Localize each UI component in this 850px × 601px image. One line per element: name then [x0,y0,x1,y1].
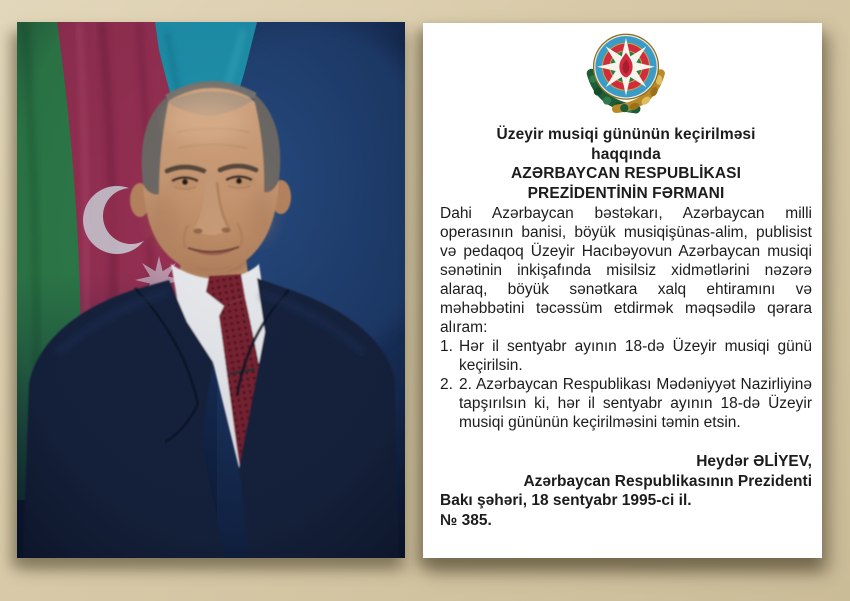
clause-text: 2. Azərbaycan Respublikası Mədəniyyət Nazirliyinə tapşırılsın ki, hər il sentyabr ayının 18-də Üzeyir musiqi gününün keçirilməsini təmin etsin. [459,376,812,431]
clause-number: 2. [440,376,453,393]
decree-document [423,23,822,558]
decree-heading [440,125,812,203]
clause-text: Hər il sentyabr ayının 18-də Üzeyir musiqi günü keçirilsin. [459,338,812,374]
decree-issuer-line1: AZƏRBAYCAN RESPUBLİKASI [510,165,741,182]
decree-clause-2 [440,375,812,432]
signature-place-date: Bakı şəhəri, 18 sentyabr 1995-ci il. [440,492,692,509]
signature-title: Azərbaycan Respublikasının Prezidenti [523,472,812,490]
president-portrait-image [17,22,405,558]
decree-number: № 385. [440,511,492,529]
decree-issuer-line2: PREZİDENTİNİN FƏRMANI [527,184,725,202]
decree-clauses [440,337,812,432]
azerbaijan-coat-of-arms-icon [440,32,812,118]
signature-block [440,452,812,530]
decree-clause-1 [440,337,812,375]
president-portrait [17,22,405,558]
portrait-vignette [17,22,405,558]
decree-preamble: Dahi Azərbaycan bəstəkarı, Azərbaycan milli operasının banisi, böyük musiqişünas-alim, publisist və pedaqoq Üzeyir Hacıbəyovun Azərbaycan musiqi sənətinin inkişafında misilsiz xidmətlərini nəzərə alaraq, böyük sənətkara xalq ehtiramını və məhəbbətini təcəssüm etdirmək məqsədilə qərara alıram: [440,205,812,336]
clause-number: 1. [440,338,453,355]
decree-subject-line2: haqqında [591,145,661,163]
signature-name: Heydər ƏLİYEV, [696,453,812,470]
decree-subject-line1: Üzeyir musiqi gününün keçirilməsi [496,126,756,143]
